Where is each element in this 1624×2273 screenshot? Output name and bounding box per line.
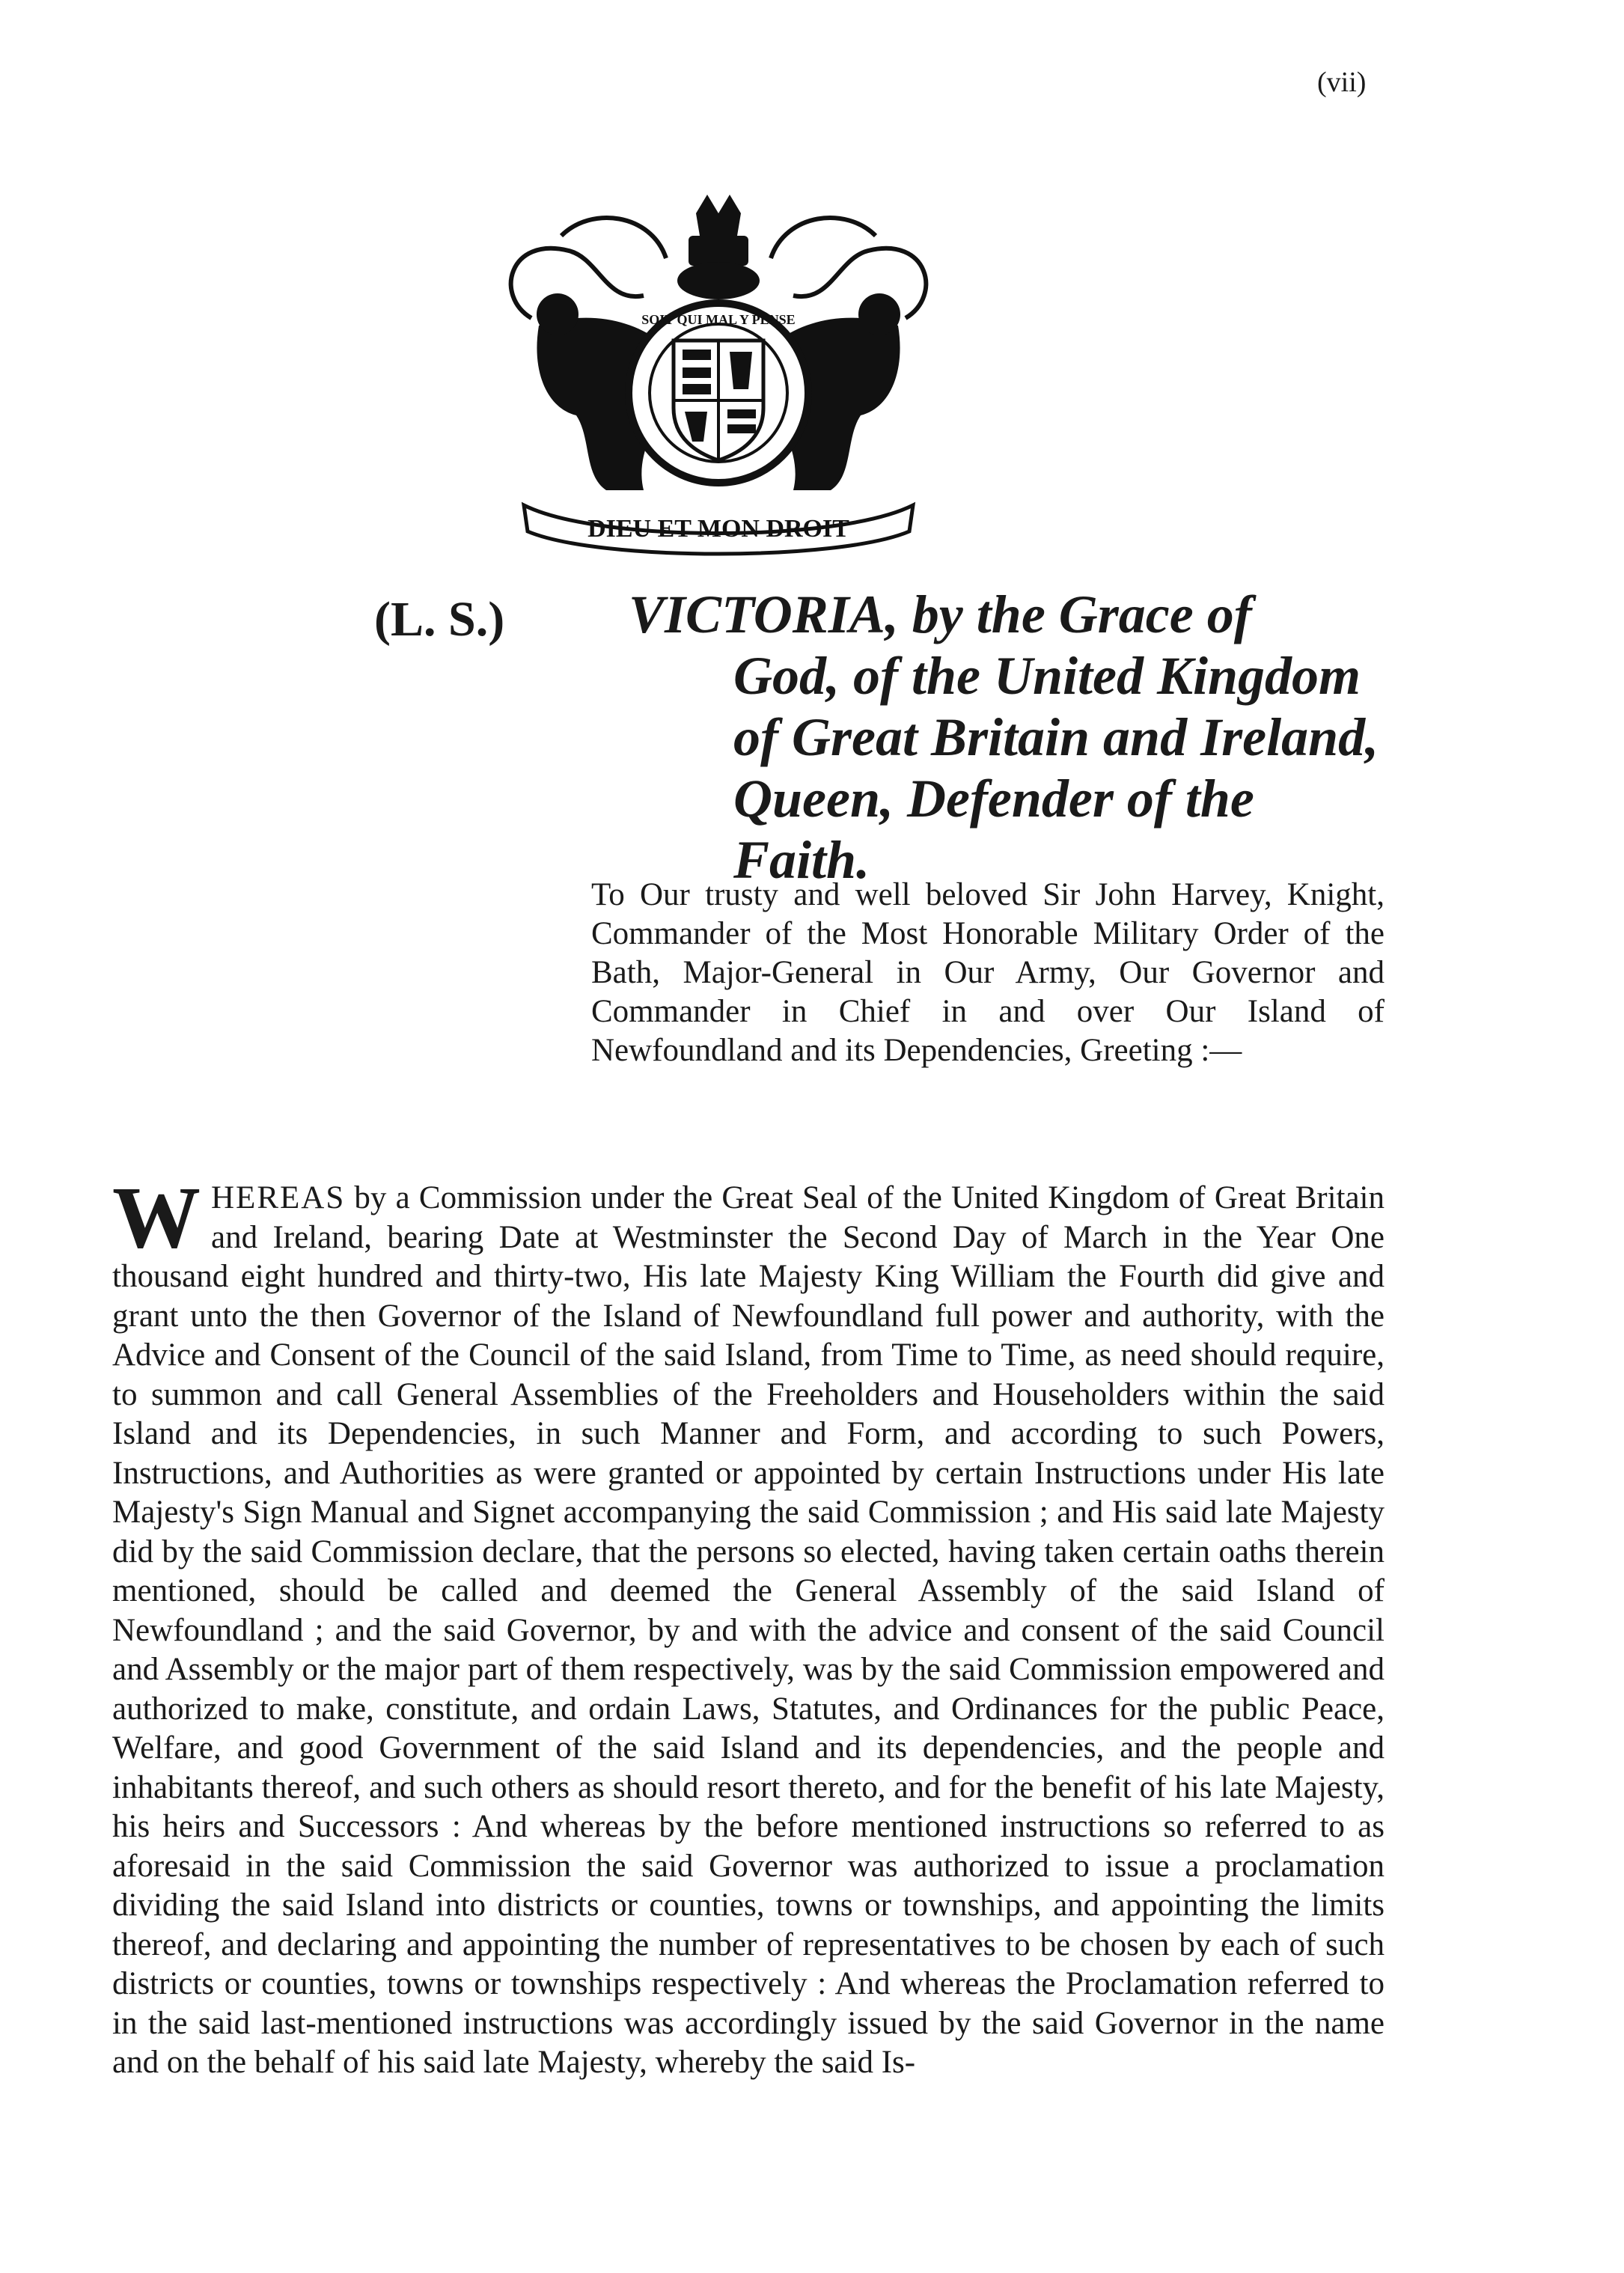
address-text: To Our trusty and well beloved Sir John Harvey, Knight, Commander of the Most Honorable Military Order of the Bath, Major-General in Our Army, Our Governor and Commander in Chief in and over Our Island of Newfoundland and its Dependencies, Greeting :— [591,877,1385,1068]
svg-text:SOIT QUI MAL Y PENSE: SOIT QUI MAL Y PENSE [641,312,796,327]
dropcap-letter: W [112,1168,201,1266]
address-salutation [591,876,1385,1070]
royal-title-line1: VICTORIA, by the Grace of [629,585,1252,644]
royal-title [629,584,1392,891]
royal-coat-of-arms [479,191,958,565]
page-number: (vii) [1317,67,1367,98]
royal-title-rest: God, of the United Kingdom of Great Britain and Ireland, Queen, Defender of the Faith. [733,646,1379,890]
recital-body: by a Commission under the Great Seal of the United Kingdom of Great Britain and Ireland, bearing Date at Westminster the Second Day of March in the Year One thousand eight hundred and thirty-two, His late Majesty King William the Fourth did give and grant unto the then Governor of the Island of Newfoundland full power and authority, with the Advice and Consent of the Council of the said Island, from Time to Time, as need should require, to summon and call General Assemblies of the Freeholders and Householders within the said Island and its Dependencies, in such Manner and Form, and according to such Powers, Instructions, and Authorities as were granted or appointed by certain Instructions under His late Majesty's Sign Manual and Signet accompanying the said Commission ; and His said late Majesty did by the said Commission declare, that the persons so elected, having taken certain oaths therein mentioned, should be called and deemed the General Assembly of the said Island of Newfoundland ; and the said Governor, by and with the advice and consent of the said Council and Assembly or the major part of them respectively, was by the said Commission empowered and authorized to make, constitute, and ordain Laws, Statutes, and Ordinances for the public Peace, Welfare, and good Government of the said Island and its dependencies, and the people and inhabitants thereof, and such others as should resort thereto, and for the benefit of his late Majesty, his heirs and Successors : And whereas by the before mentioned instructions so referred to as aforesaid in the said Commission the said Governor was authorized to issue a proclamation dividing the said Island into districts or counties, towns or townships, and appointing the limits thereof, and declaring and appointing the number of representatives to be chosen by each of such districts or counties, towns or townships respectively : And whereas the Proclamation referred to in the said last-mentioned instructions was accordingly issued by the said Governor in the name and on the behalf of his said late Majesty, whereby the said Is- [112,1180,1385,2080]
seal-mark: (L. S.) [374,592,505,647]
svg-text:DIEU ET MON DROIT: DIEU ET MON DROIT [587,515,849,543]
recital-lead: HEREAS [211,1180,346,1215]
recital-paragraph [112,1168,1385,2083]
